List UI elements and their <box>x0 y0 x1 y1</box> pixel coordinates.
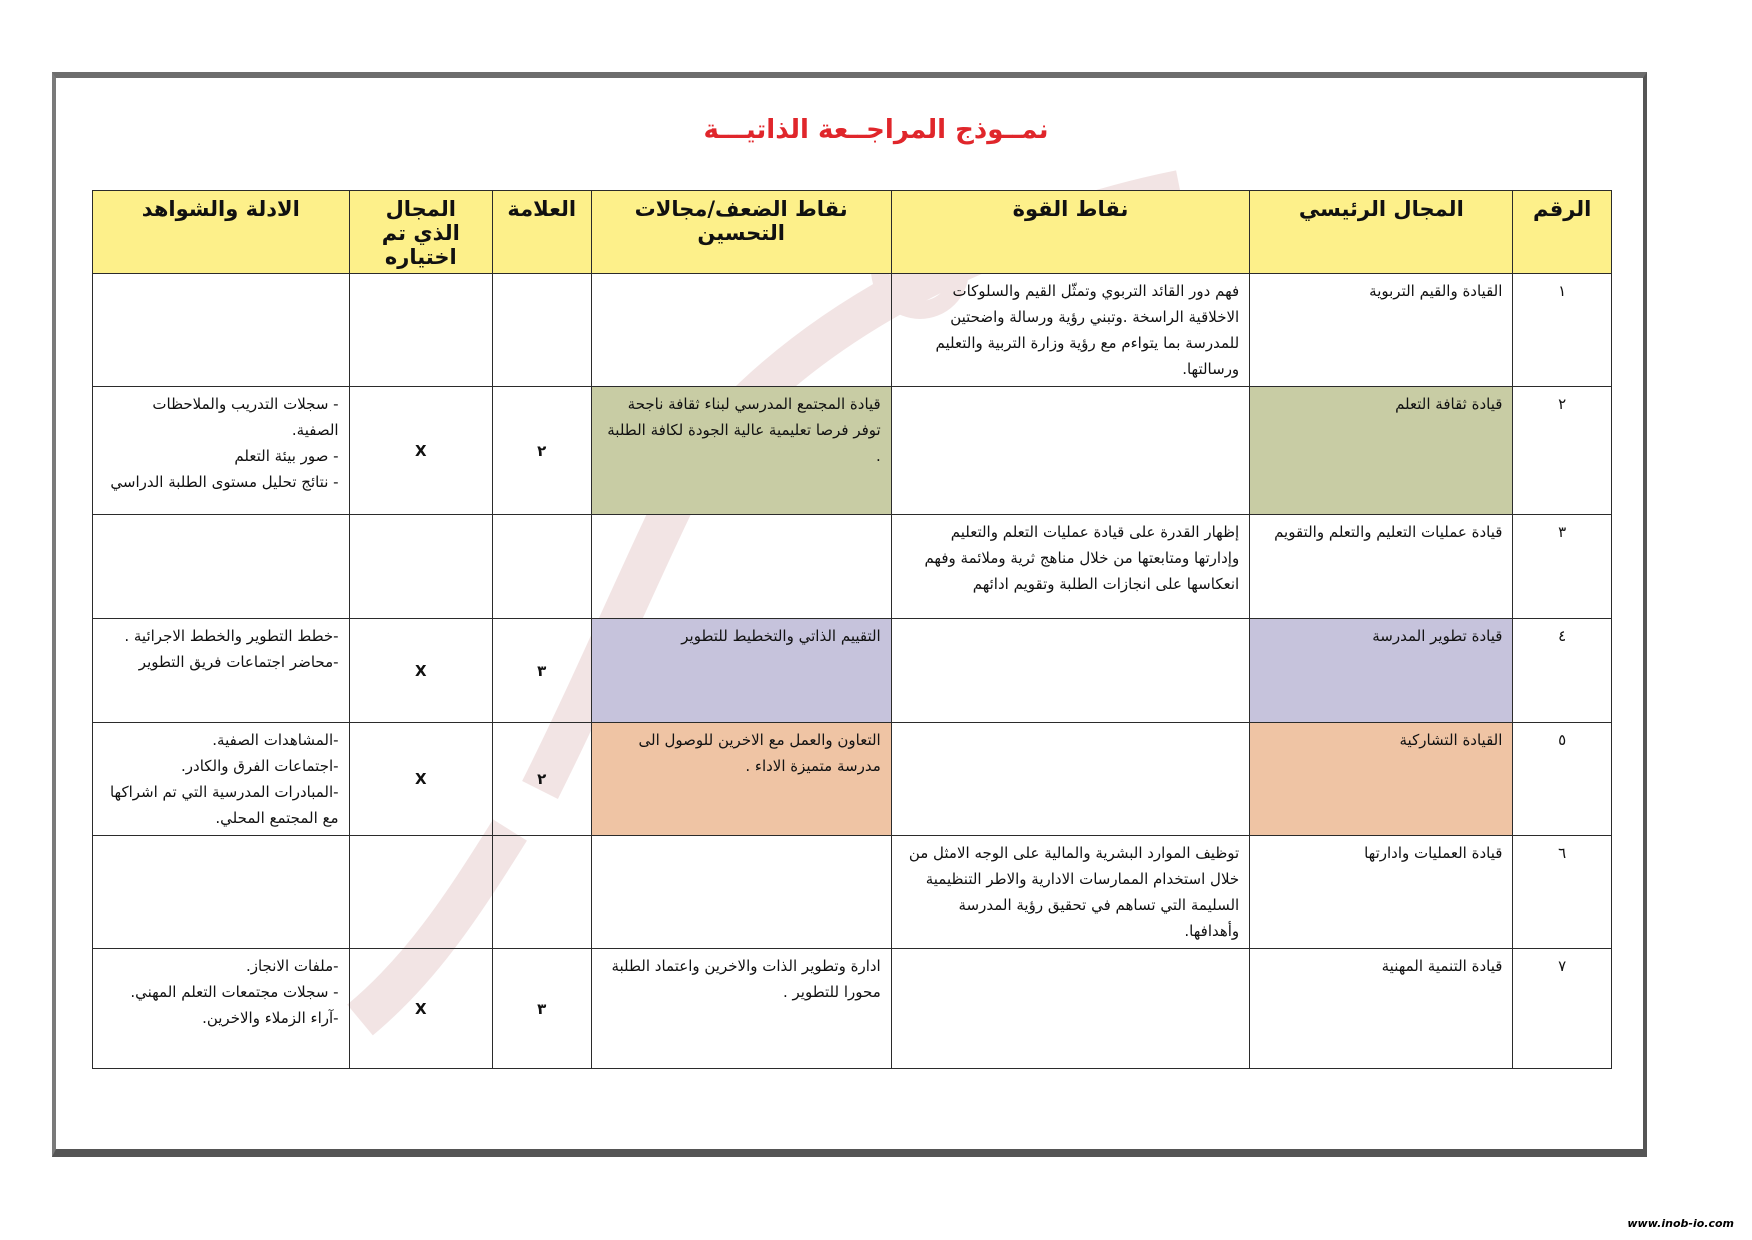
row-evidence <box>93 387 350 515</box>
row-strengths <box>891 387 1249 515</box>
evidence-line: - سجلات التدريب والملاحظات الصفية. <box>152 395 339 439</box>
row-selected-mark: X <box>349 619 492 723</box>
row-num: ٥ <box>1513 723 1612 836</box>
row-domain: قيادة العمليات وادارتها <box>1250 836 1513 949</box>
row-mark <box>492 515 591 619</box>
evidence-line: -خطط التطوير والخطط الاجرائية . <box>124 627 339 645</box>
header-evidence: الادلة والشواهد <box>93 191 350 274</box>
row-evidence <box>93 619 350 723</box>
row-mark: ٣ <box>492 619 591 723</box>
evidence-line: - صور بيئة التعلم <box>234 447 339 465</box>
table-row <box>93 723 1612 836</box>
evidence-line: -اجتماعات الفرق والكادر. <box>181 757 339 775</box>
self-review-table <box>92 190 1612 1069</box>
evidence-line: -آراء الزملاء والاخرين. <box>202 1009 339 1027</box>
row-selected-mark: X <box>349 723 492 836</box>
row-strengths: توظيف الموارد البشرية والمالية على الوجه الامثل من خلال استخدام الممارسات الادارية والاطر التنظيمية السليمة التي تساهم في تحقيق رؤية المدرسة وأهدافها. <box>891 836 1249 949</box>
row-selected-mark <box>349 836 492 949</box>
row-weaknesses <box>591 836 891 949</box>
header-mark: العلامة <box>492 191 591 274</box>
row-selected-mark: X <box>349 949 492 1069</box>
evidence-line: -المبادرات المدرسية التي تم اشراكها مع المجتمع المحلي. <box>109 783 339 827</box>
row-mark: ٣ <box>492 949 591 1069</box>
row-strengths: إظهار القدرة على قيادة عمليات التعلم والتعليم وإدارتها ومتابعتها من خلال مناهج ثرية وملائمة وفهم انعكاسها على انجازات الطلبة وتقويم ادائهم <box>891 515 1249 619</box>
header-strengths: نقاط القوة <box>891 191 1249 274</box>
evidence-line: -محاضر اجتماعات فريق التطوير <box>138 653 339 671</box>
row-selected-mark: X <box>349 387 492 515</box>
row-mark: ٢ <box>492 387 591 515</box>
row-num: ٧ <box>1513 949 1612 1069</box>
header-num: الرقم <box>1513 191 1612 274</box>
row-domain: قيادة التنمية المهنية <box>1250 949 1513 1069</box>
row-strengths <box>891 723 1249 836</box>
evidence-line: - سجلات مجتمعات التعلم المهني. <box>130 983 339 1001</box>
table-row <box>93 836 1612 949</box>
evidence-line: - نتائج تحليل مستوى الطلبة الدراسي <box>110 473 339 491</box>
row-selected-mark <box>349 515 492 619</box>
row-num: ٦ <box>1513 836 1612 949</box>
row-domain: القيادة التشاركية <box>1250 723 1513 836</box>
table-row <box>93 949 1612 1069</box>
row-strengths <box>891 949 1249 1069</box>
row-domain: قيادة عمليات التعليم والتعلم والتقويم <box>1250 515 1513 619</box>
row-evidence <box>93 949 350 1069</box>
row-evidence <box>93 515 350 619</box>
row-mark: ٢ <box>492 723 591 836</box>
row-weaknesses: قيادة المجتمع المدرسي لبناء ثقافة ناجحة توفر فرصا تعليمية عالية الجودة لكافة الطلبة . <box>591 387 891 515</box>
header-selected: المجال الذي تم اختياره <box>349 191 492 274</box>
table-row <box>93 274 1612 387</box>
row-weaknesses: التقييم الذاتي والتخطيط للتطوير <box>591 619 891 723</box>
row-evidence <box>93 274 350 387</box>
row-evidence <box>93 836 350 949</box>
row-mark <box>492 274 591 387</box>
page-title: نمــوذج المراجــعة الذاتيـــة <box>703 115 1049 145</box>
evidence-line: -المشاهدات الصفية. <box>212 731 339 749</box>
row-weaknesses <box>591 274 891 387</box>
row-domain: القيادة والقيم التربوية <box>1250 274 1513 387</box>
row-num: ١ <box>1513 274 1612 387</box>
row-weaknesses: التعاون والعمل مع الاخرين للوصول الى مدرسة متميزة الاداء . <box>591 723 891 836</box>
header-domain: المجال الرئيسي <box>1250 191 1513 274</box>
row-strengths <box>891 619 1249 723</box>
row-domain: قيادة ثقافة التعلم <box>1250 387 1513 515</box>
row-domain: قيادة تطوير المدرسة <box>1250 619 1513 723</box>
row-num: ٢ <box>1513 387 1612 515</box>
row-evidence <box>93 723 350 836</box>
evidence-line: -ملفات الانجاز. <box>245 957 339 975</box>
row-weaknesses <box>591 515 891 619</box>
footer-url: www.inob-io.com <box>1627 1217 1734 1230</box>
table-header-row <box>93 191 1612 274</box>
row-mark <box>492 836 591 949</box>
row-strengths: فهم دور القائد التربوي وتمثّل القيم والسلوكات الاخلاقية الراسخة .وتبني رؤية ورسالة واضحتين للمدرسة بما يتواءم مع رؤية وزارة التربية والتعليم ورسالتها. <box>891 274 1249 387</box>
header-weaknesses: نقاط الضعف/مجالات التحسين <box>591 191 891 274</box>
row-weaknesses: ادارة وتطوير الذات والاخرين واعتماد الطلبة محورا للتطوير . <box>591 949 891 1069</box>
table-row <box>93 515 1612 619</box>
table-row <box>93 619 1612 723</box>
table-body <box>93 274 1612 1069</box>
row-num: ٤ <box>1513 619 1612 723</box>
row-selected-mark <box>349 274 492 387</box>
table-row <box>93 387 1612 515</box>
row-num: ٣ <box>1513 515 1612 619</box>
